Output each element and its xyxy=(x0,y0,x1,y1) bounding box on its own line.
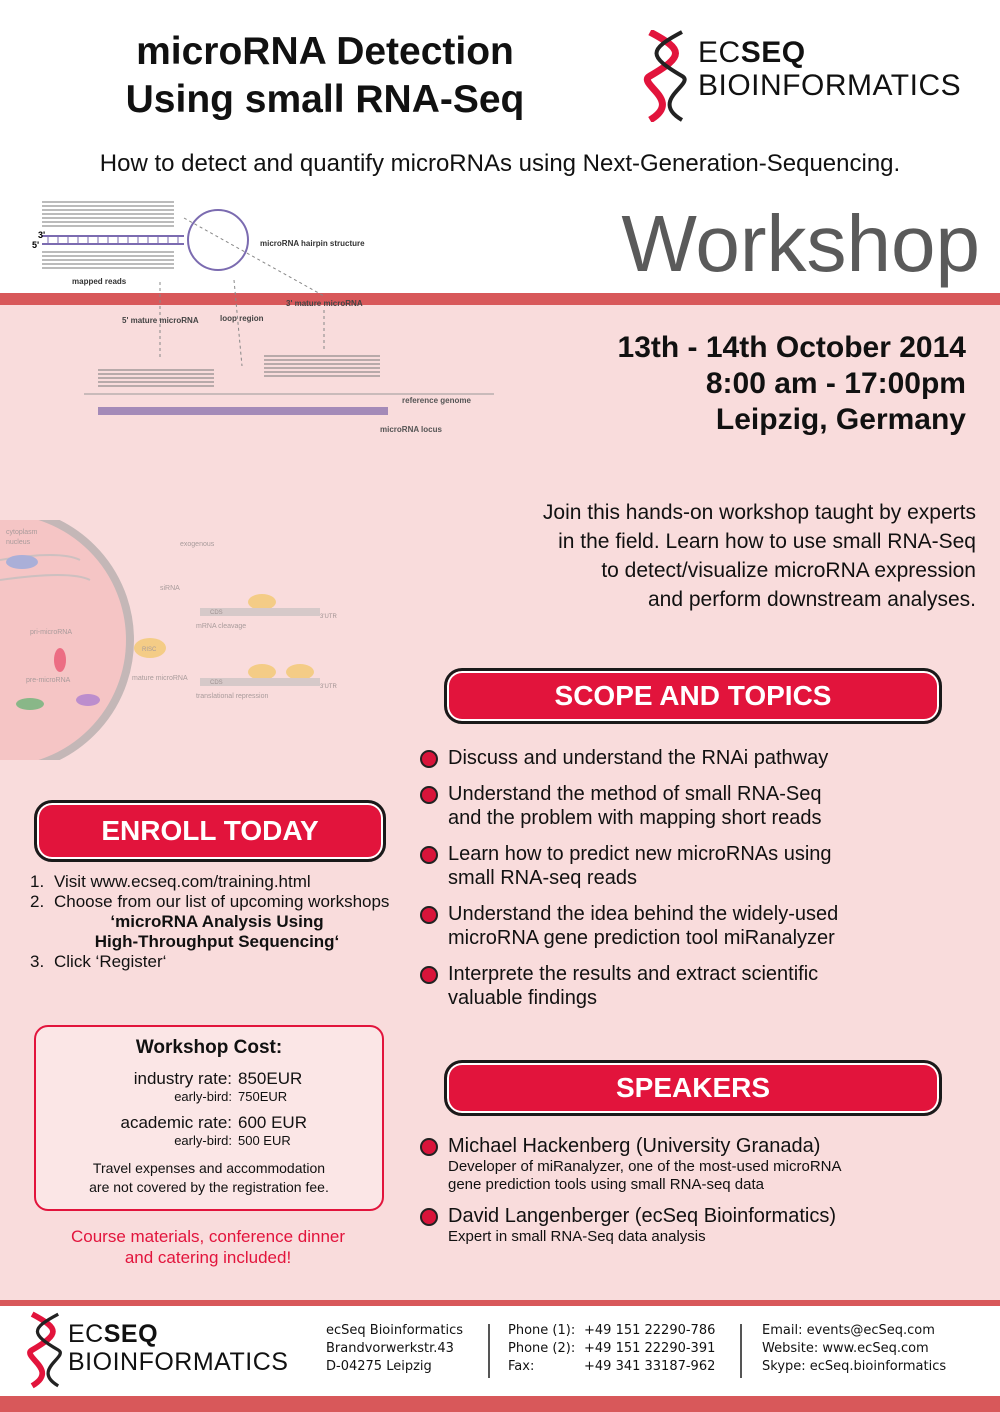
logo-text-seq: SEQ xyxy=(103,1320,159,1348)
speaker-item xyxy=(420,1204,990,1246)
hairpin-label: microRNA hairpin structure xyxy=(260,239,365,248)
intro-line: Join this hands-on workshop taught by experts xyxy=(542,501,976,524)
workshop-heading: Workshop xyxy=(621,199,980,288)
footer-divider xyxy=(488,1324,490,1378)
dna-helix-icon xyxy=(24,1310,68,1390)
speaker-item xyxy=(420,1134,990,1194)
risc-label: RISC xyxy=(142,647,157,653)
logo-text-bioinformatics: BIOINFORMATICS xyxy=(68,1348,289,1376)
logo-text-ec: EC xyxy=(698,36,741,69)
event-time: 8:00 am - 17:00pm xyxy=(705,367,966,400)
event-date: 13th - 14th October 2014 xyxy=(617,331,966,364)
list-item: Understand the method of small RNA-Seq and the problem with mapping short reads xyxy=(420,782,990,830)
cds-label-1: CDS xyxy=(210,610,223,616)
enroll-steps xyxy=(30,872,400,972)
skype-contact: Skype: ecSeq.bioinformatics xyxy=(762,1359,947,1374)
repression-label: translational repression xyxy=(196,693,269,700)
scope-heading: SCOPE AND TOPICS xyxy=(444,668,942,724)
utr-label-2: 3'UTR xyxy=(320,684,337,690)
bullet-icon xyxy=(420,786,438,804)
fax: Fax: +49 341 33187-962 xyxy=(508,1359,716,1374)
list-item: Understand the idea behind the widely-used microRNA gene prediction tool miRanalyzer xyxy=(420,902,990,950)
subtitle: How to detect and quantify microRNAs using Next-Generation-Sequencing. xyxy=(99,150,901,177)
speakers-heading: SPEAKERS xyxy=(444,1060,942,1116)
cost-box: Workshop Cost: industry rate: 850EUR early-bird: 750EUR academic rate: 600 EUR early-bird: 500 EUR Travel expenses and accommodation are not covered by the registration fee. xyxy=(34,1025,384,1211)
topics-list xyxy=(420,746,990,1022)
workshop-name-line1: ‘microRNA Analysis Using xyxy=(110,912,324,931)
exogenous-label: exogenous xyxy=(180,541,215,548)
utr-label-1: 3'UTR xyxy=(320,614,337,620)
bullet-icon xyxy=(420,1208,438,1226)
enroll-heading: ENROLL TODAY xyxy=(34,800,386,862)
ecseq-logo xyxy=(640,30,980,120)
intro-line: to detect/visualize microRNA expression xyxy=(601,559,976,582)
footer-contact xyxy=(762,1322,946,1376)
website-link[interactable]: Website: www.ecSeq.com xyxy=(762,1341,929,1356)
logo-text-ec: EC xyxy=(68,1320,104,1348)
speaker-desc: Expert in small RNA-Seq data analysis xyxy=(448,1228,706,1245)
workshop-name-line2: High-Throughput Sequencing‘ xyxy=(94,932,340,951)
title-line-1: microRNA Detection xyxy=(136,30,514,73)
mature-3-label: 3' mature microRNA xyxy=(286,299,363,308)
list-item: Discuss and understand the RNAi pathway xyxy=(420,746,990,770)
microrna-mapping-diagram xyxy=(24,200,494,450)
cds-label-2: CDS xyxy=(210,680,223,686)
footer-stripe-bottom xyxy=(0,1396,1000,1412)
pre-label: pre-microRNA xyxy=(26,677,71,684)
logo-text-bioinformatics: BIOINFORMATICS xyxy=(698,69,962,102)
event-details xyxy=(430,330,966,438)
phone-1: Phone (1): +49 151 22290-786 xyxy=(508,1323,716,1338)
speakers-list xyxy=(420,1134,990,1256)
pri-label: pri-microRNA xyxy=(30,629,72,636)
cost-title: Workshop Cost: xyxy=(135,1037,283,1058)
intro-line: and perform downstream analyses. xyxy=(648,588,976,611)
bullet-icon xyxy=(420,750,438,768)
rnai-pathway-diagram xyxy=(0,520,340,760)
footer-address: ecSeq Bioinformatics Brandvorwerkstr.43 D-04275 Leipzig xyxy=(326,1323,464,1374)
cytoplasm-label: cytoplasm xyxy=(6,529,38,536)
nucleus-label: nucleus xyxy=(6,539,31,546)
mature-label: mature microRNA xyxy=(132,675,188,682)
footer-phones xyxy=(508,1322,715,1376)
page-title xyxy=(40,28,610,124)
list-item: 2. Choose from our list of upcoming workshops ‘microRNA Analysis Using High-Throughput Sequencing‘ xyxy=(30,892,400,952)
title-line-2: Using small RNA-Seq xyxy=(125,78,525,121)
bullet-icon xyxy=(420,906,438,924)
mature-5-label: 5' mature microRNA xyxy=(122,316,199,325)
mapped-reads-label: mapped reads xyxy=(72,277,127,286)
footer-logo xyxy=(24,1310,304,1390)
intro-text xyxy=(300,498,976,614)
footer-divider xyxy=(740,1324,742,1378)
speaker-desc: gene prediction tools using small RNA-seq data xyxy=(448,1176,765,1193)
phone-2: Phone (2): +49 151 22290-391 xyxy=(508,1341,716,1356)
list-item: Interprete the results and extract scientific valuable findings xyxy=(420,962,990,1010)
speaker-name: Michael Hackenberg (University Granada) xyxy=(448,1135,821,1157)
list-item: Learn how to predict new microRNAs using small RNA-seq reads xyxy=(420,842,990,890)
bullet-icon xyxy=(420,966,438,984)
list-item: 1. Visit www.ecseq.com/training.html xyxy=(30,872,311,891)
dna-helix-icon xyxy=(640,30,694,122)
email-link[interactable]: Email: events@ecSeq.com xyxy=(762,1323,935,1338)
logo-text-seq: SEQ xyxy=(740,36,806,69)
footer-stripe-top xyxy=(0,1300,1000,1306)
label-5prime: 5' xyxy=(32,240,40,250)
speaker-name: David Langenberger (ecSeq Bioinformatics) xyxy=(448,1205,836,1227)
label-3prime: 3' xyxy=(38,230,46,240)
intro-line: in the field. Learn how to use small RNA-Seq xyxy=(558,530,976,553)
event-place: Leipzig, Germany xyxy=(715,403,966,436)
travel-note: Travel expenses and accommodation are not covered by the registration fee. xyxy=(89,1160,329,1195)
sirna-label: siRNA xyxy=(160,585,180,592)
cleavage-label: mRNA cleavage xyxy=(196,623,247,630)
reference-label: reference genome xyxy=(402,396,471,405)
list-item: 3. Click ‘Register‘ xyxy=(30,952,167,971)
bullet-icon xyxy=(420,846,438,864)
loop-label: loop region xyxy=(220,314,264,323)
speaker-desc: Developer of miRanalyzer, one of the most-used microRNA xyxy=(448,1158,842,1175)
locus-label: microRNA locus xyxy=(380,425,442,434)
included-note: Course materials, conference dinner and catering included! xyxy=(70,1227,346,1267)
bullet-icon xyxy=(420,1138,438,1156)
